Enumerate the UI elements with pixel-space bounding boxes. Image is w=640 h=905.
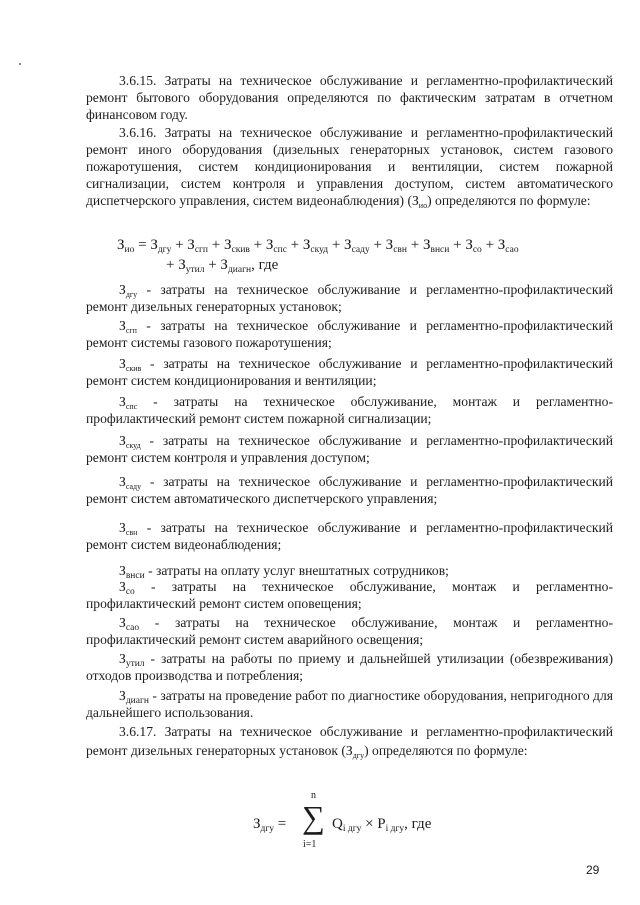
def-util: $З_{утил}$ - затраты на работы по приему и дальнейшей утилизации (обезвреживания) отходов производства и потребления; <box>86 651 613 683</box>
sum-sign: ∑ <box>302 799 325 835</box>
def-skiv: $З_{скив}$ - затраты на техническое обслуживание и регламентно-профилактический ремонт систем кондиционирования и вентиляции; <box>86 356 614 388</box>
def-so: $З_{со}$ - затраты на техническое обслуживание, монтаж и регламентно-профилактический ремонт систем оповещения; <box>86 579 613 611</box>
def-sadu: $З_{саду}$ - затраты на техническое обслуживание и регламентно-профилактический ремонт систем автоматического диспетчерского управления; <box>86 474 614 506</box>
def-diagn: $З_{диагн}$ - затраты на проведение работ по диагностике оборудования, непригодного для дальнейшего использования. <box>86 688 614 720</box>
paragraph-3-6-17: 3.6.17. Затраты на техническое обслуживание и регламентно-профилактический ремонт дизельных генераторных установок $(З_{дгу})$ определяются по формуле: <box>86 724 613 760</box>
def-skud: $З_{скуд}$ - затраты на техническое обслуживание и регламентно-профилактический ремонт систем контроля и управления доступом; <box>86 433 614 465</box>
def-sao: $З_{сао}$ - затраты на техническое обслуживание, монтаж и регламентно-профилактический ремонт систем аварийного освещения; <box>86 615 613 647</box>
formula-zdgu-left: $З_{дгу}$ = <box>253 816 287 834</box>
paragraph-3-6-16: 3.6.16. Затраты на техническое обслуживание и регламентно-профилактический ремонт иного оборудования (дизельных генераторных установок, систем газового пожаротушения, систем кондиционирования и вентиляции, систем пожарной сигнализации, систем контроля и управления доступом, систем автоматического диспетчерского управления, систем видеонаблюдения) $(З_{ио})$ определяются по формуле: <box>86 125 613 210</box>
page-number: 29 <box>586 863 600 877</box>
def-dgu: $З_{дгу}$ - затраты на техническое обслуживание и регламентно-профилактический ремонт дизельных генераторных установок; <box>86 282 613 314</box>
def-sps: $З_{спс}$ - затраты на техническое обслуживание, монтаж и регламентно-профилактический ремонт систем пожарной сигнализации; <box>86 394 613 426</box>
paragraph-3-6-15: 3.6.15. Затраты на техническое обслуживание и регламентно-профилактический ремонт бытового оборудования определяются по фактическим затратам в отчетном финансовом году. <box>86 73 613 122</box>
formula-zio-line1: $З_{ио} = З_{дгу} + З_{сгп} + З_{скив} + З_{спс} + З_{скуд} + З_{саду} + З_{свн} + З_{внси} + З_{со} + З_{сао}$ <box>117 237 519 255</box>
scan-speck <box>19 63 21 65</box>
def-svn: $З_{свн}$ - затраты на техническое обслуживание и регламентно-профилактический ремонт систем видеонаблюдения; <box>86 520 614 552</box>
sum-lower-limit: i=1 <box>303 839 317 850</box>
def-vnsi: $З_{внси}$ - затраты на оплату услуг внештатных сотрудников; <box>119 563 449 581</box>
formula-zdgu-right: $Q_{i дгу} \times P_{i дгу}$, где <box>332 816 432 834</box>
def-sgp: $З_{сгп}$ - затраты на техническое обслуживание и регламентно-профилактический ремонт системы газового пожаротушения; <box>86 318 614 350</box>
formula-zio-line2: + $З_{утил} + З_{диагн}$, где <box>166 257 279 275</box>
sum-upper-limit: n <box>311 790 316 801</box>
